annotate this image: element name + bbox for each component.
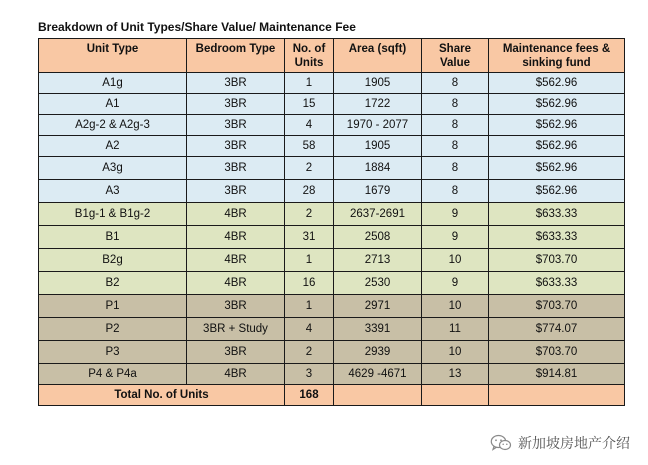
cell-maintenance-fee: $562.96 [489,157,625,180]
cell-area: 1905 [334,136,422,157]
cell-share-value: 8 [422,115,489,136]
cell-unit-type: B1 [39,226,187,249]
total-empty-cell [489,385,625,406]
cell-no-of-units: 58 [285,136,334,157]
cell-share-value: 10 [422,249,489,272]
cell-unit-type: P4 & P4a [39,364,187,385]
cell-area: 2508 [334,226,422,249]
cell-maintenance-fee: $703.70 [489,295,625,318]
cell-area: 3391 [334,318,422,341]
cell-share-value: 8 [422,157,489,180]
table-row [39,157,625,180]
cell-area: 1884 [334,157,422,180]
cell-unit-type: P2 [39,318,187,341]
cell-unit-type: A3g [39,157,187,180]
cell-unit-type: B2 [39,272,187,295]
cell-area: 1679 [334,180,422,203]
table-row [39,249,625,272]
table-title: Breakdown of Unit Types/Share Value/ Maintenance Fee [38,20,356,34]
total-label: Total No. of Units [39,385,285,406]
cell-share-value: 8 [422,73,489,94]
cell-bedroom-type: 3BR [187,94,285,115]
cell-share-value: 9 [422,226,489,249]
table-row [39,272,625,295]
cell-maintenance-fee: $633.33 [489,272,625,295]
cell-no-of-units: 2 [285,203,334,226]
cell-no-of-units: 16 [285,272,334,295]
cell-unit-type: P3 [39,341,187,364]
cell-share-value: 9 [422,203,489,226]
cell-unit-type: B2g [39,249,187,272]
cell-maintenance-fee: $703.70 [489,249,625,272]
column-header-no-of-units: No. of Units [285,39,334,73]
cell-maintenance-fee: $703.70 [489,341,625,364]
cell-maintenance-fee: $914.81 [489,364,625,385]
cell-maintenance-fee: $633.33 [489,203,625,226]
cell-no-of-units: 31 [285,226,334,249]
cell-bedroom-type: 4BR [187,272,285,295]
cell-unit-type: A3 [39,180,187,203]
cell-no-of-units: 1 [285,295,334,318]
cell-bedroom-type: 4BR [187,203,285,226]
cell-share-value: 8 [422,180,489,203]
cell-unit-type: A2g-2 & A2g-3 [39,115,187,136]
cell-area: 2939 [334,341,422,364]
total-units: 168 [285,385,334,406]
cell-bedroom-type: 4BR [187,249,285,272]
cell-share-value: 13 [422,364,489,385]
cell-unit-type: A1g [39,73,187,94]
cell-unit-type: A2 [39,136,187,157]
column-header-maintenance-fees: Maintenance fees & sinking fund [489,39,625,73]
cell-bedroom-type: 3BR [187,295,285,318]
cell-no-of-units: 3 [285,364,334,385]
cell-area: 1970 - 2077 [334,115,422,136]
column-header-unit-type: Unit Type [39,39,187,73]
cell-share-value: 9 [422,272,489,295]
cell-unit-type: A1 [39,94,187,115]
cell-bedroom-type: 3BR [187,73,285,94]
cell-unit-type: B1g-1 & B1g-2 [39,203,187,226]
total-empty-cell [334,385,422,406]
cell-no-of-units: 2 [285,341,334,364]
table-row [39,136,625,157]
table-row [39,226,625,249]
cell-area: 2971 [334,295,422,318]
cell-bedroom-type: 4BR [187,226,285,249]
cell-maintenance-fee: $562.96 [489,136,625,157]
column-header-share-value: Share Value [422,39,489,73]
total-empty-cell [422,385,489,406]
watermark [490,433,630,453]
cell-area: 2530 [334,272,422,295]
cell-maintenance-fee: $562.96 [489,73,625,94]
cell-no-of-units: 2 [285,157,334,180]
cell-area: 1905 [334,73,422,94]
cell-share-value: 8 [422,94,489,115]
cell-maintenance-fee: $562.96 [489,94,625,115]
column-header-area: Area (sqft) [334,39,422,73]
cell-bedroom-type: 3BR [187,341,285,364]
cell-bedroom-type: 3BR [187,115,285,136]
cell-maintenance-fee: $633.33 [489,226,625,249]
table-row [39,115,625,136]
cell-share-value: 8 [422,136,489,157]
unit-breakdown-table [38,38,625,406]
cell-area: 2713 [334,249,422,272]
total-row [39,385,625,406]
column-header-bedroom-type: Bedroom Type [187,39,285,73]
cell-no-of-units: 15 [285,94,334,115]
cell-share-value: 10 [422,295,489,318]
cell-bedroom-type: 3BR [187,136,285,157]
cell-bedroom-type: 4BR [187,364,285,385]
cell-no-of-units: 4 [285,318,334,341]
cell-bedroom-type: 3BR + Study [187,318,285,341]
cell-no-of-units: 4 [285,115,334,136]
cell-share-value: 11 [422,318,489,341]
table-row [39,364,625,385]
cell-maintenance-fee: $562.96 [489,180,625,203]
cell-bedroom-type: 3BR [187,157,285,180]
cell-maintenance-fee: $562.96 [489,115,625,136]
table-row [39,94,625,115]
cell-no-of-units: 28 [285,180,334,203]
table-row [39,318,625,341]
wechat-icon [490,434,512,452]
cell-area: 4629 -4671 [334,364,422,385]
table-row [39,203,625,226]
watermark-text: 新加坡房地产介绍 [518,436,630,452]
cell-maintenance-fee: $774.07 [489,318,625,341]
cell-area: 1722 [334,94,422,115]
cell-no-of-units: 1 [285,73,334,94]
table-row [39,73,625,94]
table-row [39,180,625,203]
cell-no-of-units: 1 [285,249,334,272]
cell-area: 2637-2691 [334,203,422,226]
table-row [39,341,625,364]
table-row [39,295,625,318]
cell-unit-type: P1 [39,295,187,318]
cell-share-value: 10 [422,341,489,364]
header-row [39,39,625,73]
cell-bedroom-type: 3BR [187,180,285,203]
